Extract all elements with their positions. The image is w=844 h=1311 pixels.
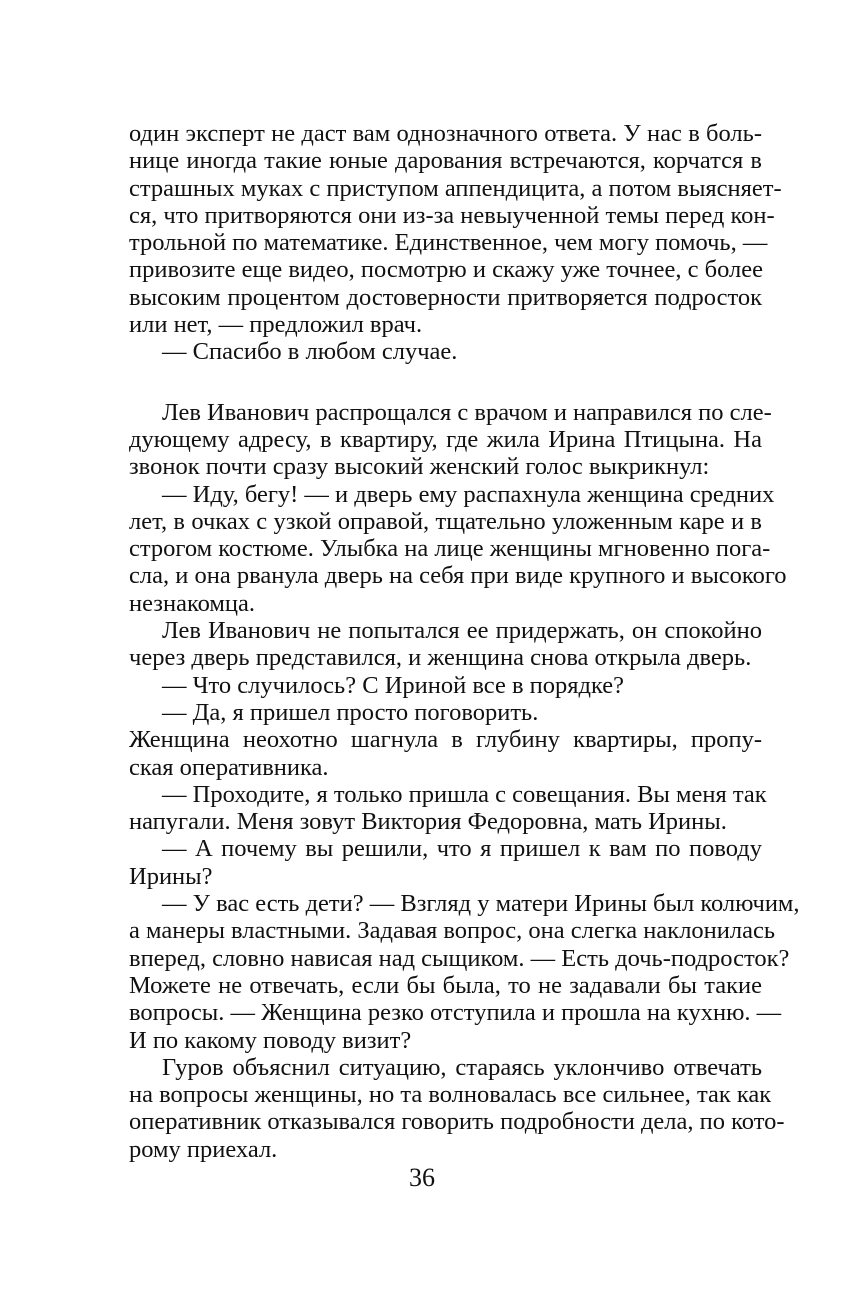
text-line: — Спасибо в любом случае. [162, 338, 458, 366]
text-line: или нет, — предложил врач. [129, 311, 423, 339]
text-line: Ирины? [129, 862, 213, 890]
text-line: Лев Иванович не попытался ее придержать, он спокойно [162, 617, 762, 645]
paragraph-thanks [129, 338, 762, 365]
paragraph-question [129, 672, 762, 699]
text-line: один эксперт не даст вам однозначного ответа. У нас в боль- [129, 120, 762, 147]
text-line: строгом костюме. Улыбка на лице женщины мгновенно пога- [129, 535, 771, 563]
text-line: вопросы. — Женщина резко отступила и прошла на кухню. — [129, 999, 782, 1027]
text-line: — Да, я пришел просто поговорить. [162, 698, 539, 726]
text-line: — Проходите, я только пришла с совещания. Вы меня так [162, 780, 767, 808]
paragraph-step-back [129, 726, 762, 781]
text-line: оперативник отказывался говорить подробности дела, по кото- [129, 1108, 785, 1136]
text-line: ся, что притворяются они из-за невыученной темы перед кон- [129, 201, 775, 229]
paragraph-answer [129, 699, 762, 726]
page-number: 36 [409, 1163, 435, 1192]
text-line: высоким процентом достоверности притворяется подросток [129, 283, 762, 311]
paragraph-introduced [129, 617, 762, 672]
paragraph-doctor-speech [129, 120, 782, 339]
text-line: — Что случилось? С Ириной все в порядке? [162, 671, 625, 699]
paragraph-door [129, 480, 787, 617]
page-body [129, 120, 800, 1163]
text-line: через дверь представился, и женщина снова открыла дверь. [129, 644, 752, 672]
paragraph-gurov [129, 1053, 785, 1163]
text-line: незнакомца. [129, 589, 256, 617]
text-line: а манеры властными. Задавая вопрос, она слегка наклонилась [129, 917, 776, 945]
text-line: — У вас есть дети? — Взгляд у матери Ирины был колючим, [162, 890, 800, 918]
paragraph-why [129, 835, 762, 890]
text-line: Гуров объяснил ситуацию, стараясь уклончиво отвечать [162, 1053, 762, 1081]
text-line: звонок почти сразу высокий женский голос выкрикнул: [129, 453, 710, 481]
text-line: привозите еще видео, посмотрю и скажу уже точнее, с более [129, 256, 763, 284]
text-line: — Иду, бегу! — и дверь ему распахнула женщина средних [162, 480, 775, 508]
text-line: страшных муках с приступом аппендицита, а потом выясняет- [129, 174, 782, 202]
text-line: трольной по математике. Единственное, чем могу помочь, — [129, 229, 768, 257]
section-break [129, 366, 762, 399]
text-line: Лев Иванович распрощался с врачом и направился по сле- [162, 398, 772, 426]
text-line: Можете не отвечать, если бы была, то не задавали бы такие [129, 971, 762, 999]
text-line: вперед, словно нависая над сыщиком. — Есть дочь-подросток? [129, 944, 790, 972]
text-line: сла, и она рванула дверь на себя при виде крупного и высокого [129, 562, 787, 590]
text-line: — А почему вы решили, что я пришел к вам по поводу [162, 835, 762, 863]
text-line: ская оперативника. [129, 753, 329, 781]
paragraph-children [129, 890, 800, 1054]
text-line: Женщина неохотно шагнула в глубину квартиры, пропу- [129, 726, 762, 754]
text-line: напугали. Меня зовут Виктория Федоровна, мать Ирины. [129, 808, 727, 836]
text-line: нице иногда такие юные дарования встречаются, корчатся в [129, 147, 762, 175]
paragraph-come-in [129, 780, 767, 836]
text-line: на вопросы женщины, но та волновалась все сильнее, так как [129, 1081, 772, 1109]
text-line: дующему адресу, в квартиру, где жила Ирина Птицына. На [129, 425, 762, 453]
text-line: И по какому поводу визит? [129, 1026, 412, 1054]
text-line: рому приехал. [129, 1135, 278, 1163]
paragraph-leaving [129, 398, 772, 481]
text-line: лет, в очках с узкой оправой, тщательно уложенным каре и в [129, 507, 762, 535]
